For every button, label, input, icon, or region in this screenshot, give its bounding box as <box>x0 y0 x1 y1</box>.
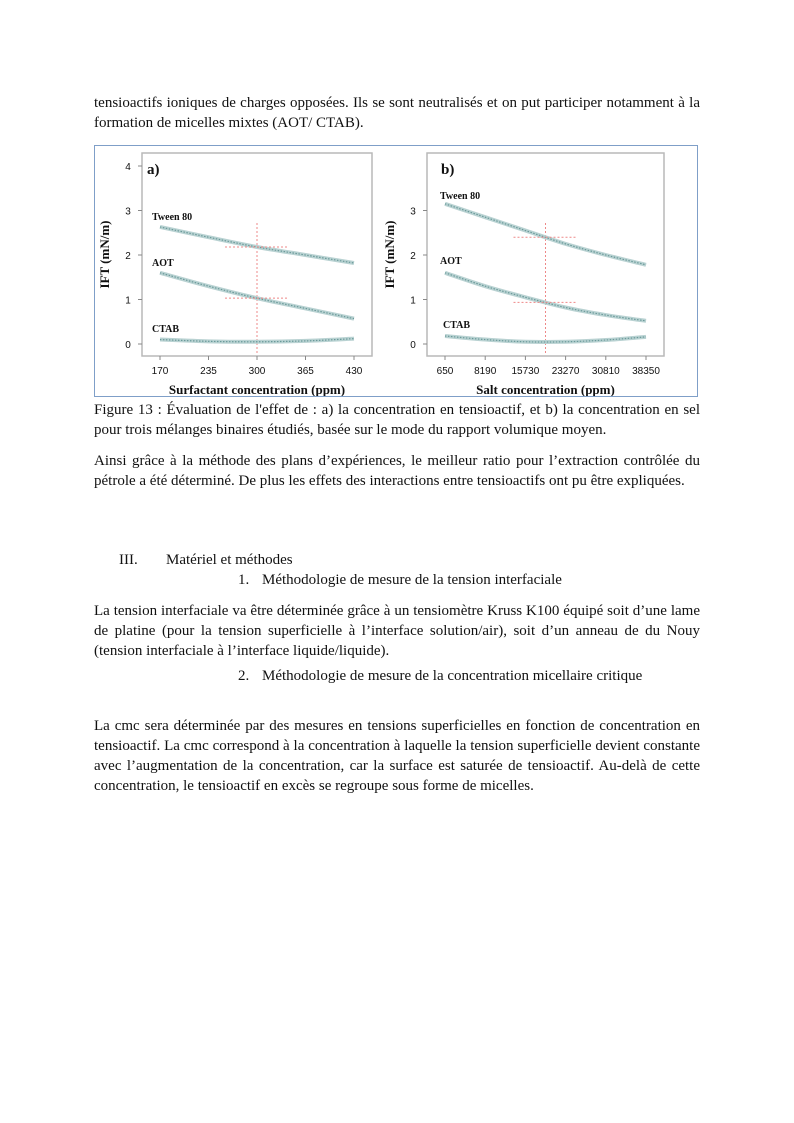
series-label-aot: AOT <box>440 256 462 267</box>
y-tick-label: 0 <box>125 340 131 351</box>
series-label-tween-80: Tween 80 <box>440 191 481 202</box>
y-tick-label: 3 <box>125 206 131 218</box>
section-title: Matériel et méthodes <box>166 552 293 568</box>
paragraph-top: tensioactifs ioniques de charges opposées. Ils se sont neutralisés et on put participer notamment à la formation de micelles mixtes (AOT/ CTAB). <box>94 95 700 131</box>
y-tick-label: 2 <box>410 251 416 262</box>
y-tick-label: 1 <box>410 295 416 307</box>
subsection-1-title: Méthodologie de mesure de la tension interfaciale <box>262 572 562 588</box>
series-label-ctab: CTAB <box>443 320 471 331</box>
y-tick-label: 1 <box>125 295 131 307</box>
x-axis-label: Surfactant concentration (ppm) <box>168 382 346 396</box>
x-tick-label: 38350 <box>632 366 660 377</box>
y-tick-label: 0 <box>410 340 416 351</box>
y-tick-label: 4 <box>125 162 131 173</box>
y-tick-label: 2 <box>125 251 131 262</box>
x-tick-label: 170 <box>151 366 169 377</box>
x-tick-label: 300 <box>248 366 266 377</box>
subsection-2-number: 2. <box>238 668 250 684</box>
x-tick-label: 235 <box>200 366 217 377</box>
series-label-ctab: CTAB <box>152 324 180 335</box>
figure-caption: Figure 13 : Évaluation de l'effet de : a) la concentration en tensioactif, et b) la concentration en sel pour trois mélanges binaires étudiés, basée sur le mode du rapport volumique moyen. <box>94 402 700 438</box>
subsection-1-number: 1. <box>238 572 250 588</box>
paragraph-conclusion: Ainsi grâce à la méthode des plans d’expériences, le meilleur ratio pour l’extraction contrôlée du pétrole a été déterminé. De plus les effets des interactions entre tensioactifs ont pu être expliquées. <box>94 453 700 489</box>
y-tick-label: 3 <box>410 206 416 218</box>
panel-label: a) <box>147 162 160 178</box>
x-tick-label: 30810 <box>591 366 620 377</box>
chart-panel-b <box>382 153 664 396</box>
series-label-tween-80: Tween 80 <box>152 212 193 223</box>
x-tick-label: 365 <box>297 366 314 377</box>
x-tick-label: 23270 <box>551 366 580 377</box>
x-tick-label: 430 <box>345 366 363 377</box>
y-axis-label: IFT (mN/m) <box>97 220 112 289</box>
section-number: III. <box>119 552 138 568</box>
x-tick-label: 8190 <box>474 366 497 377</box>
y-axis-label: IFT (mN/m) <box>382 220 397 289</box>
paragraph-cmc: La cmc sera déterminée par des mesures en tensions superficielles en fonction de concentration en tensioactif. La cmc correspond à la concentration à laquelle la tension superficielle devient constante avec l’augmentation de la concentration, car la surface est saturée de tensioactif. Au-delà de cette concentration, le tensioactif en excès se regroupe sous forme de micelles. <box>94 718 700 794</box>
paragraph-tension: La tension interfaciale va être déterminée grâce à un tensiomètre Kruss K100 équipé soit d’une lame de platine (pour la tension superficielle à l’interface solution/air), soit d’un anneau de du Nouy (tension interfaciale à l’interface liquide/liquide). <box>94 603 700 659</box>
subsection-2-title: Méthodologie de mesure de la concentration micellaire critique <box>262 668 643 684</box>
series-label-aot: AOT <box>152 258 174 269</box>
panel-label: b) <box>441 162 455 178</box>
figure-13-charts <box>95 146 697 396</box>
figure-13 <box>94 145 698 397</box>
chart-panel-a <box>97 153 372 396</box>
x-axis-label: Salt concentration (ppm) <box>476 382 615 396</box>
x-tick-label: 650 <box>436 366 454 377</box>
x-tick-label: 15730 <box>511 366 540 377</box>
